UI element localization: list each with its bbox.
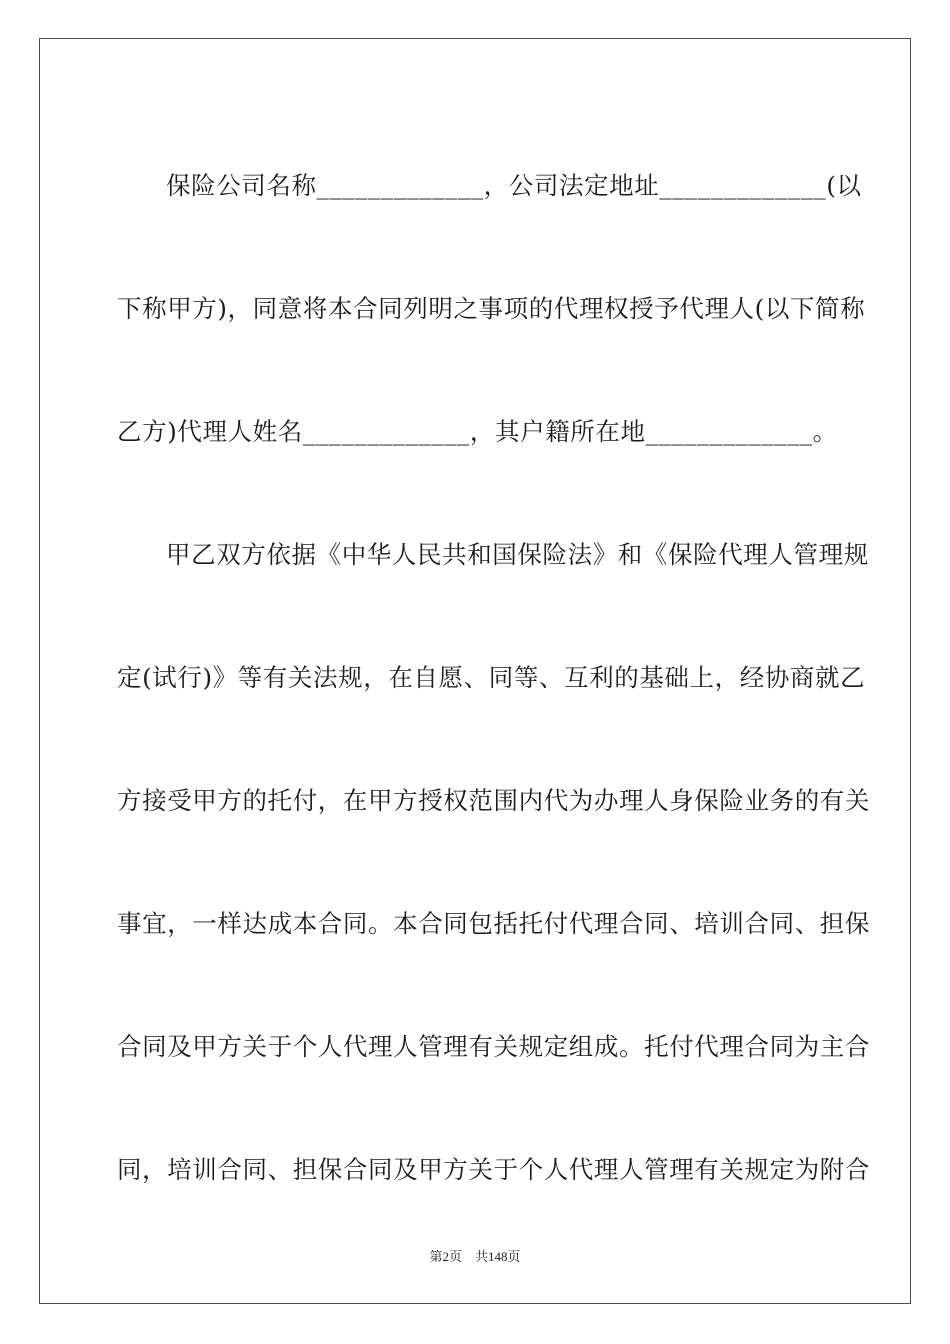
page-footer: 第2页 共148页 (429, 1249, 521, 1264)
text-line: 事宜，一样达成本合同。本合同包括托付代理合同、培训合同、担保 (117, 909, 870, 938)
paragraph-agreement (117, 493, 870, 1231)
text-line: 同，培训合同、担保合同及甲方关于个人代理人管理有关规定为附合 (117, 1155, 870, 1184)
text-line: 乙方)代理人姓名_____________，其户籍所在地_____________。 (117, 417, 838, 446)
text-line: 合同及甲方关于个人代理人管理有关规定组成。托付代理合同为主合 (117, 1032, 870, 1061)
text-line: 方接受甲方的托付，在甲方授权范围内代为办理人身保险业务的有关 (117, 786, 870, 815)
document-body (117, 124, 870, 1231)
text-line: 定(试行)》等有关法规，在自愿、同等、互利的基础上，经协商就乙 (117, 663, 866, 692)
text-line: 保险公司名称_____________，公司法定地址_____________(以 (166, 171, 862, 200)
paragraph-parties (117, 124, 866, 493)
text-line: 甲乙双方依据《中华人民共和国保险法》和《保险代理人管理规 (166, 540, 869, 569)
text-line: 下称甲方)，同意将本合同列明之事项的代理权授予代理人(以下简称 (117, 294, 866, 323)
